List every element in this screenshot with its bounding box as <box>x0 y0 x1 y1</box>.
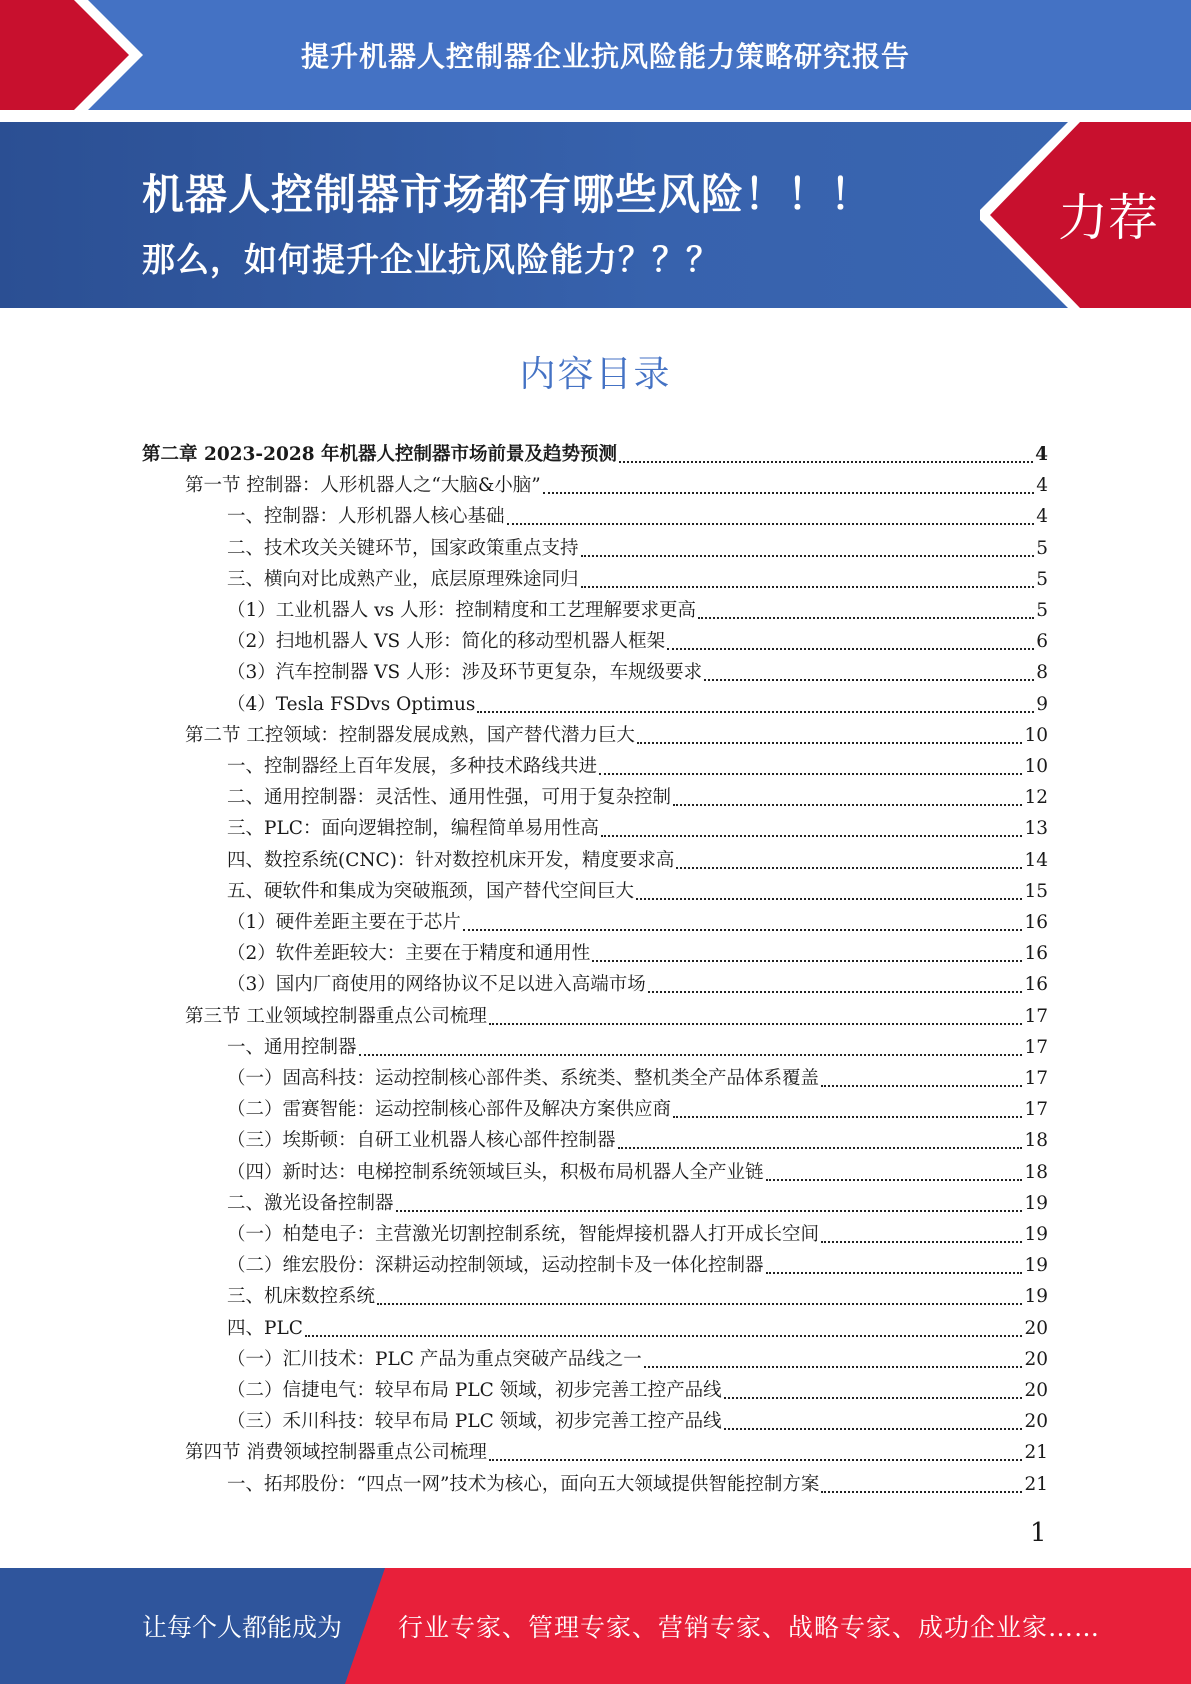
toc-dot-leader <box>644 1352 1023 1368</box>
toc-entry-page: 4 <box>1036 506 1048 528</box>
toc-title: 内容目录 <box>519 354 672 395</box>
toc-dot-leader <box>821 1227 1022 1243</box>
toc-entry-title: （四）新时达：电梯控制系统领域巨头，积极布局机器人全产业链 <box>227 1161 764 1183</box>
toc-dot-leader <box>821 1477 1022 1493</box>
toc-entry[interactable] <box>227 654 1048 685</box>
toc-dot-leader <box>543 478 1034 494</box>
toc-entry-title: 一、通用控制器 <box>227 1036 357 1058</box>
toc-dot-leader <box>724 1383 1023 1399</box>
toc-entry-title: 二、技术攻关关键环节，国家政策重点支持 <box>227 537 579 559</box>
toc-entry-title: （1）工业机器人 vs 人形：控制精度和工艺理解要求更高 <box>227 600 696 621</box>
toc-entry[interactable] <box>227 1091 1048 1122</box>
toc-entry[interactable] <box>227 904 1048 935</box>
toc-entry-page: 17 <box>1024 1068 1048 1089</box>
toc-entry-page: 18 <box>1024 1130 1048 1152</box>
toc-entry-title: （3）汽车控制器 VS 人形：涉及环节更复杂，车规级要求 <box>227 662 703 684</box>
headline-banner <box>0 122 1191 308</box>
toc-dot-leader <box>396 1196 1023 1212</box>
toc-entry-page: 6 <box>1036 631 1048 653</box>
toc-dot-leader <box>821 1071 1022 1087</box>
toc-entry[interactable] <box>185 467 1048 498</box>
toc-entry[interactable] <box>227 592 1048 623</box>
slogan-left: 让每个人都能成为 <box>142 1613 343 1642</box>
toc-entry-page: 20 <box>1024 1380 1048 1401</box>
toc-entry-title: 五、硬软件和集成为突破瓶颈，国产替代空间巨大 <box>227 880 635 902</box>
toc-entry-page: 21 <box>1024 1442 1048 1464</box>
toc-entry[interactable] <box>227 842 1048 873</box>
toc-entry-title: 四、数控系统(CNC)：针对数控机床开发，精度要求高 <box>227 849 675 871</box>
toc-dot-leader <box>581 541 1035 557</box>
toc-entry[interactable] <box>185 717 1048 748</box>
toc-entry[interactable] <box>227 935 1048 966</box>
toc-entry-page: 16 <box>1024 943 1048 965</box>
toc-dot-leader <box>766 1165 1023 1181</box>
slogan-right: 行业专家、管理专家、营销专家、战略专家、成功企业家…… <box>398 1613 1101 1642</box>
toc-dot-leader <box>359 1040 1023 1056</box>
toc-entry[interactable] <box>227 1029 1048 1060</box>
toc-entry-page: 20 <box>1024 1411 1048 1433</box>
toc-entry[interactable] <box>227 623 1048 654</box>
toc-entry-title: （一）固高科技：运动控制核心部件类、系统类、整机类全产品体系覆盖 <box>227 1068 820 1089</box>
toc-entry[interactable] <box>227 561 1048 592</box>
toc-dot-leader <box>601 821 1023 837</box>
toc-dot-leader <box>619 447 1033 463</box>
toc-dot-leader <box>676 853 1022 869</box>
toc-dot-leader <box>305 1321 1023 1337</box>
toc-dot-leader <box>667 634 1034 650</box>
toc-entry-page: 10 <box>1024 756 1048 777</box>
toc-entry-page: 13 <box>1024 818 1048 840</box>
toc-entry-title: 三、横向对比成熟产业，底层原理殊途同归 <box>227 568 579 590</box>
toc-entry-title: （3）国内厂商使用的网络协议不足以进入高端市场 <box>227 974 646 996</box>
toc-entry-title: 一、控制器经上百年发展，多种技术路线共进 <box>227 756 598 777</box>
toc-entry-title: （4）Tesla FSDvs Optimus <box>227 693 476 715</box>
toc-dot-leader <box>648 977 1023 993</box>
toc-entry-title: 一、控制器：人形机器人核心基础 <box>227 506 505 528</box>
banner-headline-secondary: 那么，如何提升企业抗风险能力？？？ <box>142 240 720 279</box>
toc-entry-title: （二）信捷电气：较早布局 PLC 领域，初步完善工控产品线 <box>227 1380 722 1401</box>
toc-dot-leader <box>592 946 1022 962</box>
toc-dot-leader <box>489 1445 1023 1461</box>
toc-entry-page: 17 <box>1024 1036 1048 1058</box>
toc-entry[interactable] <box>227 1310 1048 1341</box>
toc-entry[interactable] <box>227 748 1048 779</box>
toc-entry-page: 14 <box>1024 849 1048 871</box>
toc-dot-leader <box>477 697 1034 713</box>
toc-entry-page: 8 <box>1036 662 1048 684</box>
toc-entry-title: 第二章 2023-2028 年机器人控制器市场前景及趋势预测 <box>142 444 618 465</box>
toc-entry-title: 三、机床数控系统 <box>227 1286 376 1308</box>
toc-dot-leader <box>599 759 1022 775</box>
toc-entry[interactable] <box>227 873 1048 904</box>
toc-entry[interactable] <box>227 1372 1048 1403</box>
toc-entry-title: （一）汇川技术：PLC 产品为重点突破产品线之一 <box>227 1348 642 1370</box>
toc-entry[interactable] <box>227 966 1048 997</box>
report-title: 提升机器人控制器企业抗风险能力策略研究报告 <box>300 40 910 73</box>
toc-entry-title: （三）禾川科技：较早布局 PLC 领域，初步完善工控产品线 <box>227 1411 722 1433</box>
toc-entry-page: 5 <box>1036 600 1048 621</box>
toc-entry-page: 16 <box>1024 912 1048 933</box>
banner-headline-primary: 机器人控制器市场都有哪些风险！！！ <box>142 170 874 219</box>
toc-entry-title: 第四节 消费领域控制器重点公司梳理 <box>185 1442 487 1464</box>
toc-entry[interactable] <box>227 498 1048 529</box>
toc-dot-leader <box>489 1009 1023 1025</box>
toc-entry-title: 第三节 工业领域控制器重点公司梳理 <box>185 1005 487 1027</box>
toc-dot-leader <box>618 1133 1023 1149</box>
toc-entry-title: 第一节 控制器：人形机器人之“大脑&小脑” <box>185 475 541 497</box>
toc-entry-title: 三、PLC：面向逻辑控制，编程简单易用性高 <box>227 818 599 840</box>
toc-dot-leader <box>673 790 1022 806</box>
toc-entry-page: 17 <box>1024 1005 1048 1027</box>
toc-dot-leader <box>673 1102 1022 1118</box>
toc-entry-title: 一、拓邦股份：“四点一网”技术为核心，面向五大领域提供智能控制方案 <box>227 1473 820 1495</box>
toc-entry-page: 15 <box>1024 880 1048 902</box>
toc-entry[interactable] <box>227 530 1048 561</box>
toc-entry-title: （2）软件差距较大：主要在于精度和通用性 <box>227 943 591 965</box>
toc-entry-page: 19 <box>1024 1255 1048 1277</box>
toc-entry-page: 5 <box>1036 537 1048 559</box>
toc-dot-leader <box>463 915 1023 931</box>
toc-entry-title: （一）柏楚电子：主营激光切割控制系统，智能焊接机器人打开成长空间 <box>227 1224 820 1245</box>
toc-entry-title: （二）维宏股份：深耕运动控制领域，运动控制卡及一体化控制器 <box>227 1255 764 1277</box>
toc-entry-page: 19 <box>1024 1192 1048 1214</box>
toc-entry[interactable] <box>227 686 1048 717</box>
page-number: 1 <box>1030 1518 1047 1548</box>
toc-entry[interactable] <box>227 1122 1048 1153</box>
toc-dot-leader <box>377 1289 1022 1305</box>
report-header-band <box>0 0 1191 110</box>
toc-entry[interactable] <box>227 1278 1048 1309</box>
toc-entry-page: 18 <box>1024 1161 1048 1183</box>
toc-entry[interactable] <box>227 1185 1048 1216</box>
toc-entry[interactable] <box>227 1341 1048 1372</box>
toc-entry-page: 4 <box>1035 444 1048 465</box>
toc-entry-title: （2）扫地机器人 VS 人形：简化的移动型机器人框架 <box>227 631 666 653</box>
toc-entry-page: 9 <box>1036 693 1048 715</box>
toc-entry[interactable] <box>227 1154 1048 1185</box>
toc-entry-page: 20 <box>1024 1317 1048 1339</box>
toc-entry-title: （三）埃斯顿：自研工业机器人核心部件控制器 <box>227 1130 616 1152</box>
toc-entry-title: 二、通用控制器：灵活性、通用性强，可用于复杂控制 <box>227 787 672 809</box>
toc-entry-page: 12 <box>1024 787 1048 809</box>
toc-dot-leader <box>581 572 1035 588</box>
toc-entry[interactable] <box>227 810 1048 841</box>
toc-entry-page: 20 <box>1024 1348 1048 1370</box>
toc-entry-page: 21 <box>1024 1473 1048 1495</box>
slogan-footer <box>0 1568 1191 1684</box>
toc-entry-page: 10 <box>1024 724 1048 746</box>
toc-dot-leader <box>724 1414 1023 1430</box>
toc-entry-page: 16 <box>1024 974 1048 996</box>
toc-dot-leader <box>698 603 1034 619</box>
toc-entry[interactable] <box>227 779 1048 810</box>
toc-dot-leader <box>637 728 1023 744</box>
toc-entry-page: 19 <box>1024 1224 1048 1245</box>
toc-entry[interactable] <box>185 1434 1048 1465</box>
toc-entry-title: （二）雷赛智能：运动控制核心部件及解决方案供应商 <box>227 1099 672 1121</box>
toc-entry-title: 第二节 工控领域：控制器发展成熟，国产替代潜力巨大 <box>185 724 635 746</box>
toc-entry[interactable] <box>227 1060 1048 1091</box>
toc-entry-page: 19 <box>1024 1286 1048 1308</box>
toc-entry[interactable] <box>227 1247 1048 1278</box>
toc-dot-leader <box>507 509 1035 525</box>
toc-entry-page: 4 <box>1036 475 1048 497</box>
toc-entry[interactable] <box>142 436 1048 467</box>
toc-dot-leader <box>636 884 1022 900</box>
toc-entry[interactable] <box>227 1466 1048 1497</box>
toc-entry-page: 17 <box>1024 1099 1048 1121</box>
toc-entry-title: 二、激光设备控制器 <box>227 1192 394 1214</box>
toc-entry[interactable] <box>185 998 1048 1029</box>
toc-entry-title: （1）硬件差距主要在于芯片 <box>227 912 461 933</box>
toc-entry-title: 四、PLC <box>227 1317 303 1339</box>
toc-entry[interactable] <box>227 1216 1048 1247</box>
recommend-badge: 力荐 <box>1058 189 1158 247</box>
toc-entry[interactable] <box>227 1403 1048 1434</box>
toc-dot-leader <box>704 665 1034 681</box>
toc-dot-leader <box>766 1258 1023 1274</box>
toc-entry-page: 5 <box>1036 568 1048 590</box>
